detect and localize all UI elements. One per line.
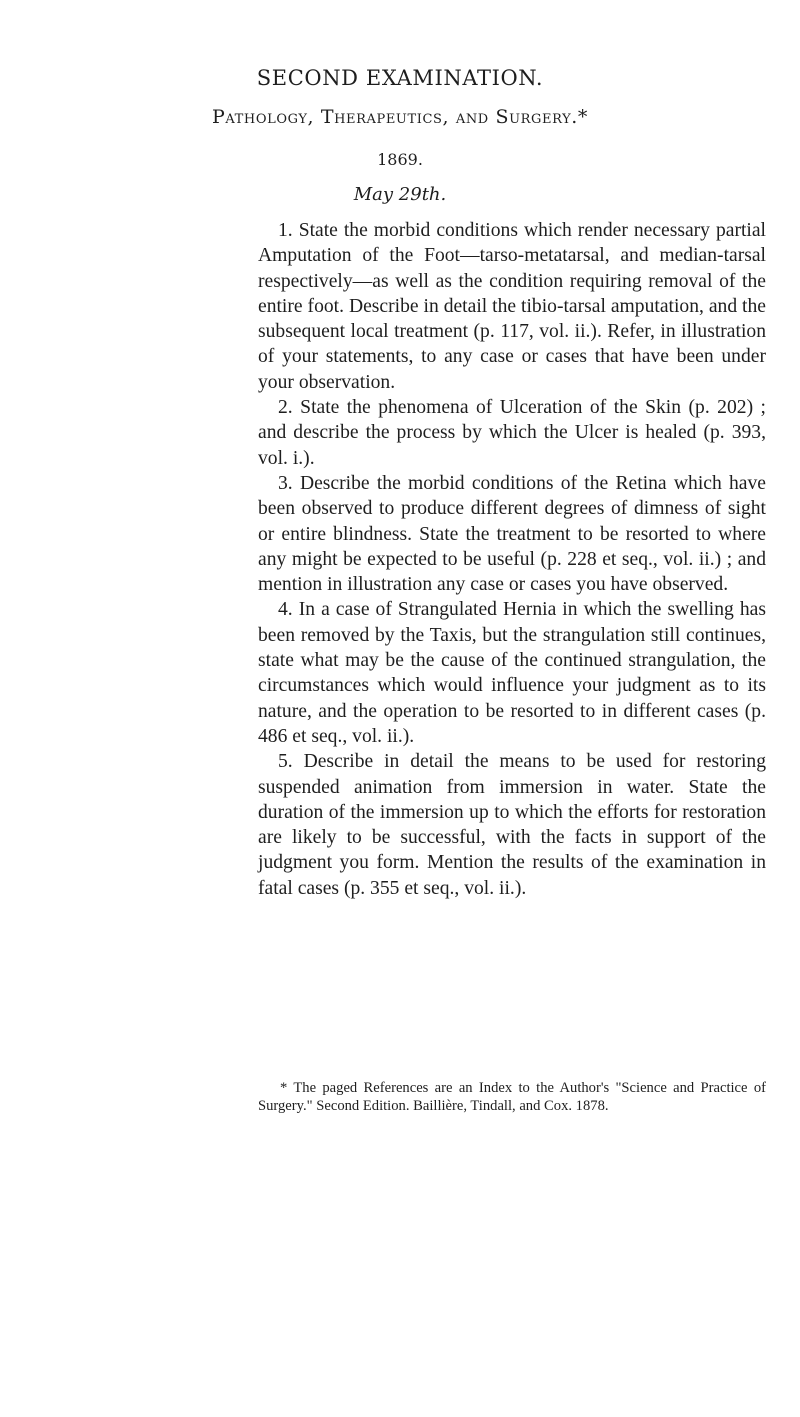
exam-year: 1869. xyxy=(377,150,423,169)
question-list xyxy=(258,218,766,901)
question-number: 3. xyxy=(278,472,293,494)
footnote: * The paged References are an Index to the Author's "Science and Practice of Surgery." Second Edition. Baillière, Tindall, and Cox. 1878. xyxy=(258,1080,766,1114)
question-text: State the phenomena of Ulceration of the Skin (p. 202) ; and describe the process by which the Ulcer is healed (p. 393, vol. i.). xyxy=(258,397,766,469)
question-number: 1. xyxy=(278,220,293,241)
section-heading: SECOND EXAMINATION. xyxy=(256,66,544,90)
question-item xyxy=(258,597,766,749)
question-text: Describe in detail the means to be used for restoring suspended animation from immersion in water. State the duration of the immersion up to which the efforts for restoration are likely to be successful, with the facts in support of the judgment you form. Mention the results of the examination in fatal cases (p. 355 et seq., vol. ii.). xyxy=(258,751,766,899)
section-subheading: Pathology, Therapeutics, and Surgery.* xyxy=(211,106,588,128)
question-text: State the morbid conditions which render necessary partial Amputation of the Foot—tarso-metatarsal, and median-tarsal respectively—as well as the condition requiring removal of the entire foot. Describe in detail the tibio-tarsal amputation, and the subsequent local treatment (p. 117, vol. ii.). Refer, in illustration of your statements, to any case or cases that have been under your observation. xyxy=(258,220,766,393)
question-item xyxy=(258,749,766,901)
exam-date: May 29th. xyxy=(353,184,447,205)
question-text: In a case of Strangulated Hernia in which the swelling has been removed by the Taxis, but the strangulation still continues, state what may be the cause of the continued strangulation, the circumstances which would influence your judgment as to its nature, and the operation to be resorted to in different cases (p. 486 et seq., vol. ii.). xyxy=(258,599,766,747)
question-item xyxy=(258,218,766,395)
question-number: 5. xyxy=(278,751,293,773)
question-number: 2. xyxy=(278,397,293,419)
question-item xyxy=(258,471,766,597)
question-number: 4. xyxy=(278,599,293,621)
question-text: Describe the morbid conditions of the Retina which have been observed to produce different degrees of dimness of sight or entire blindness. State the treatment to be resorted to where any might be expected to be useful (p. 228 et seq., vol. ii.) ; and mention in illustration any case or cases you have observed. xyxy=(258,472,766,596)
question-item xyxy=(258,395,766,471)
